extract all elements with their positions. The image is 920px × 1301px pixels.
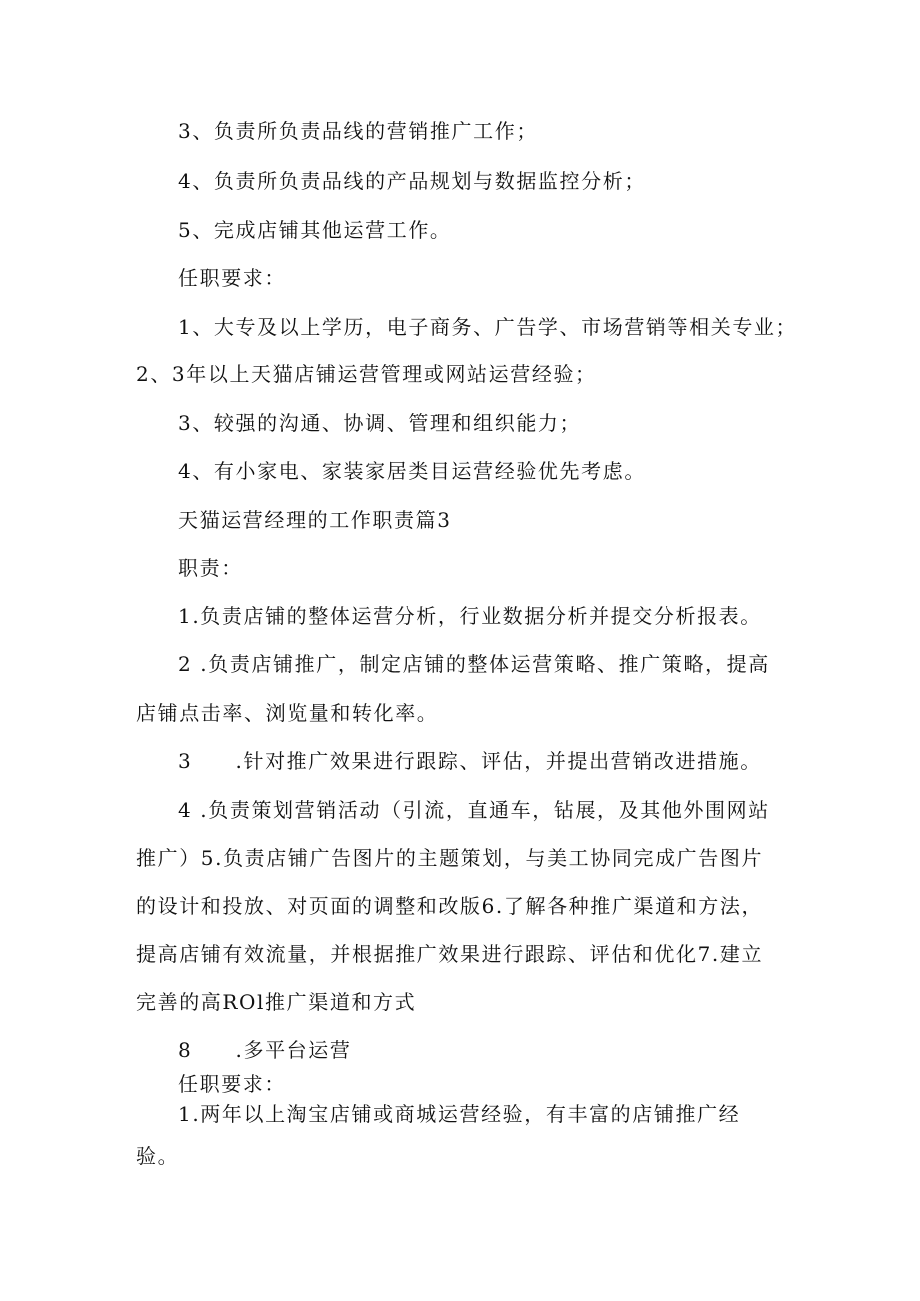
duty-paragraph-2-cont: 店铺点击率、浏览量和转化率。 — [136, 701, 439, 725]
duty-paragraph-4-cont-1: 推广）5.负责店铺广告图片的主题策划，与美工协同完成广告图片 — [136, 846, 764, 870]
duty-item-5: 5、完成店铺其他运营工作。 — [178, 218, 452, 242]
duty-paragraph-1: 1.负责店铺的整体运营分析，行业数据分析并提交分析报表。 — [178, 604, 762, 628]
duty-paragraph-4-cont-4: 完善的高ROl推广渠道和方式 — [136, 990, 417, 1014]
requirement-paragraph-1-cont: 验。 — [136, 1144, 180, 1168]
requirements-heading: 任职要求： — [178, 266, 286, 290]
duties-heading: 职责： — [178, 556, 243, 580]
requirement-item-3: 3、较强的沟通、协调、管理和组织能力； — [178, 411, 582, 435]
duty-paragraph-4-cont-3: 提高店铺有效流量，并根据推广效果进行跟踪、评估和优化7.建立 — [136, 942, 764, 966]
requirement-item-2: 2、3年以上天猫店铺运营管理或网站运营经验； — [136, 362, 597, 386]
duty-item-4: 4、负责所负责品线的产品规划与数据监控分析； — [178, 169, 646, 193]
section-title: 天猫运营经理的工作职责篇3 — [178, 508, 452, 532]
duty-paragraph-8: 8 .多平台运营 — [178, 1038, 352, 1062]
duty-item-3: 3、负责所负责品线的营销推广工作； — [178, 119, 538, 143]
requirement-item-1: 1、大专及以上学历，电子商务、广告学、市场营销等相关专业； — [178, 315, 798, 339]
duty-paragraph-2: 2 .负责店铺推广，制定店铺的整体运营策略、推广策略，提高 — [178, 652, 770, 676]
duty-paragraph-4: 4 .负责策划营销活动（引流，直通车，钻展，及其他外围网站 — [178, 798, 770, 822]
duty-paragraph-3: 3 .针对推广效果进行跟踪、评估，并提出营销改进措施。 — [178, 749, 762, 773]
requirements-heading-2: 任职要求： — [178, 1072, 286, 1096]
requirement-paragraph-1: 1.两年以上淘宝店铺或商城运营经验，有丰富的店铺推广经 — [178, 1102, 741, 1126]
duty-paragraph-4-cont-2: 的设计和投放、对页面的调整和改版6.了解各种推广渠道和方法， — [136, 894, 764, 918]
requirement-item-4: 4、有小家电、家装家居类目运营经验优先考虑。 — [178, 459, 646, 483]
